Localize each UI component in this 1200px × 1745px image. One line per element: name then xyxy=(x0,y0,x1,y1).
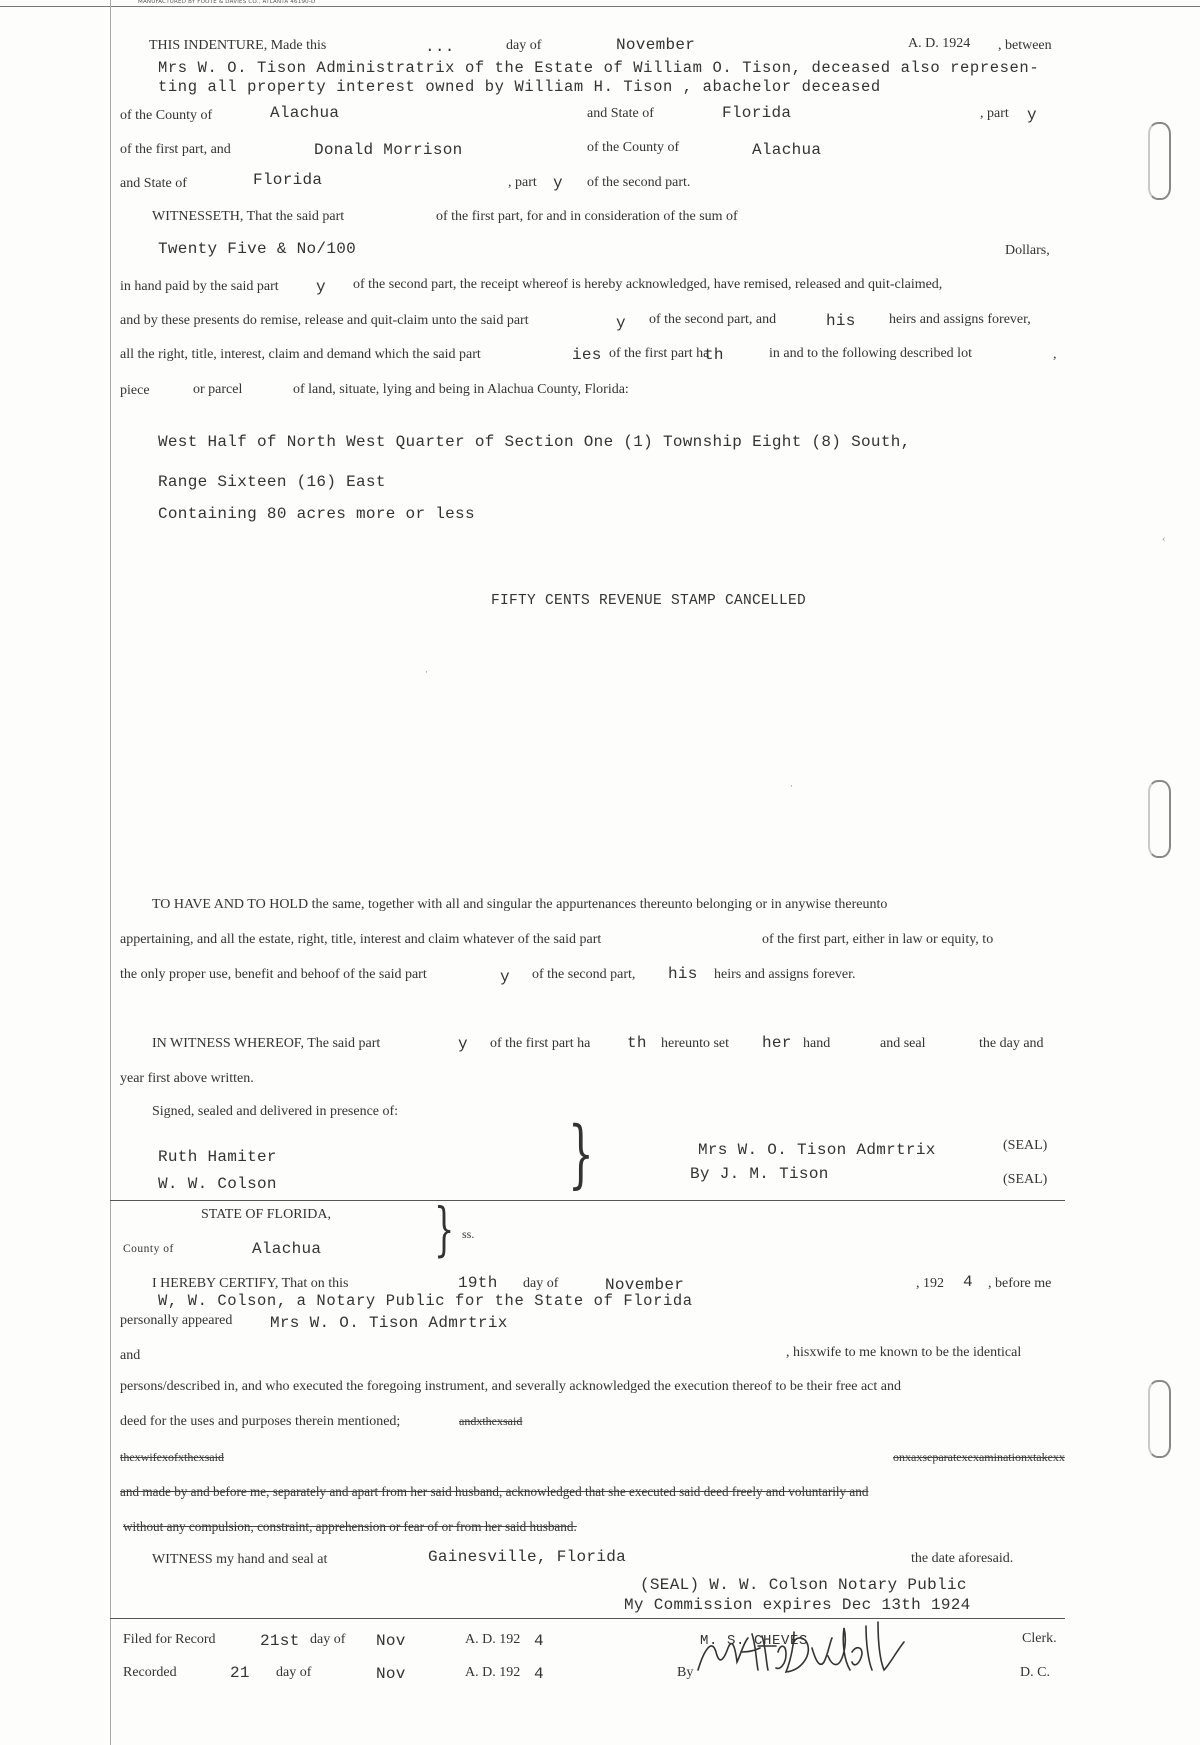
ack-appeared-name: Mrs W. O. Tison Admrtrix xyxy=(270,1314,508,1332)
habendum-line-2a: appertaining, and all the estate, right, title, interest and claim whatever of the said part xyxy=(120,932,602,947)
grantor-county: Alachua xyxy=(270,104,340,122)
ack-year-digit: 4 xyxy=(963,1273,973,1291)
paper-speck-2: · xyxy=(790,782,793,792)
filed-month: Nov xyxy=(376,1632,406,1650)
ack-county: Alachua xyxy=(252,1240,322,1258)
indenture-year: A. D. 1924 xyxy=(908,36,971,51)
remise-line-a: and by these presents do remise, release and quit-claim unto the said part xyxy=(120,313,529,328)
witness-whereof-c: hereunto set xyxy=(661,1036,730,1051)
ack-known: , hisxwife to me known to be the identical xyxy=(786,1345,1022,1360)
party-label-2: , part xyxy=(508,175,537,190)
left-margin-rule xyxy=(110,0,111,1745)
habendum-line-3b: of the second part, xyxy=(532,967,636,982)
habendum-line-1: TO HAVE AND TO HOLD the same, together with all and singular the appurtenances thereunto belonging or in anywise thereunto xyxy=(152,897,888,912)
recorded-day: 21 xyxy=(230,1664,250,1682)
witness-whereof-f: the day and xyxy=(979,1036,1044,1051)
grantor-signature-2: By J. M. Tison xyxy=(690,1165,829,1183)
and-state-label: and State of xyxy=(587,106,654,121)
grantee-name: Donald Morrison xyxy=(314,141,463,159)
ack-notary: W, W. Colson, a Notary Public for the State of Florida xyxy=(158,1292,693,1310)
witness-signature-1: Ruth Hamiter xyxy=(158,1148,277,1166)
filed-day-of: day of xyxy=(310,1632,346,1647)
ack-brace: } xyxy=(434,1195,455,1263)
habendum-line-3his: his xyxy=(668,965,698,983)
margin-mark: ‹ xyxy=(1162,535,1166,545)
ack-persons: persons/described in, and who executed the foregoing instrument, and severally acknowledged the execution thereof to be their free act and xyxy=(120,1379,901,1394)
right-line-th: th xyxy=(704,346,724,364)
ack-struck-1: andxthexsaid xyxy=(459,1414,523,1428)
indenture-day-of: day of xyxy=(506,38,542,53)
witness-whereof-line2: year first above written. xyxy=(120,1071,254,1086)
ack-and: and xyxy=(120,1348,141,1363)
clerk-label: Clerk. xyxy=(1022,1631,1057,1646)
ack-state: STATE OF FLORIDA, xyxy=(201,1207,331,1222)
recorded-ad: A. D. 192 xyxy=(465,1665,521,1680)
ack-deed-for: deed for the uses and purposes therein mentioned; xyxy=(120,1414,401,1429)
grantor-line-2: ting all property interest owned by William H. Tison , abachelor deceased xyxy=(158,78,881,96)
of-county-label-2: of the County of xyxy=(587,140,680,155)
indenture-intro: THIS INDENTURE, Made this xyxy=(149,38,327,53)
right-line-c: in and to the following described lot xyxy=(769,346,972,361)
indenture-day: ... xyxy=(425,38,455,56)
by-label: By xyxy=(677,1665,694,1680)
punch-hole-top xyxy=(1148,122,1171,200)
second-part-label: of the second part. xyxy=(587,175,691,190)
right-line-ies: ies xyxy=(572,346,602,364)
deputy-clerk-signature xyxy=(690,1612,960,1684)
habendum-line-2b: of the first part, either in law or equity, to xyxy=(762,932,994,947)
ack-before-me: , before me xyxy=(988,1276,1052,1291)
paid-line-a: in hand paid by the said part xyxy=(120,279,279,294)
punch-hole-bottom xyxy=(1148,1380,1171,1458)
and-state-label-2: and State of xyxy=(120,176,187,191)
party-suffix-1: y xyxy=(1027,106,1037,124)
consideration-sum: Twenty Five & No/100 xyxy=(158,240,357,258)
piece-label: piece xyxy=(120,383,150,398)
filed-ad: A. D. 192 xyxy=(465,1632,521,1647)
punch-hole-middle xyxy=(1148,780,1171,858)
indenture-month: November xyxy=(616,36,696,54)
revenue-stamp-note: FIFTY CENTS REVENUE STAMP CANCELLED xyxy=(491,593,807,609)
notary-signature-2: My Commission expires Dec 13th 1924 xyxy=(624,1596,971,1614)
legal-description-2: Range Sixteen (16) East xyxy=(158,473,386,491)
acknowledgment-divider xyxy=(110,1200,1065,1201)
legal-description-3: Containing 80 acres more or less xyxy=(158,505,475,523)
witness-whereof-her: her xyxy=(762,1034,792,1052)
filed-year: 4 xyxy=(534,1632,544,1650)
witness-whereof-y: y xyxy=(458,1035,468,1053)
parcel-label: or parcel xyxy=(193,382,243,397)
ack-day: 19th xyxy=(458,1274,498,1292)
ack-date-aforesaid: the date aforesaid. xyxy=(911,1551,1014,1566)
ack-struck-3: onxaxseparatexexaminationxtakexx xyxy=(893,1450,1065,1464)
ack-place: Gainesville, Florida xyxy=(428,1548,627,1566)
ack-month: November xyxy=(605,1276,685,1294)
ack-witness: WITNESS my hand and seal at xyxy=(152,1552,328,1567)
remise-line-b: of the second part, and xyxy=(649,312,777,327)
grantor-line-1: Mrs W. O. Tison Administratrix of the Estate of William O. Tison, deceased also represen- xyxy=(158,59,1040,77)
witness-whereof-a: IN WITNESS WHEREOF, The said part xyxy=(152,1036,381,1051)
habendum-line-3y: y xyxy=(500,968,510,986)
legal-description-1: West Half of North West Quarter of Section One (1) Township Eight (8) South, xyxy=(158,433,911,451)
seal-label-2: (SEAL) xyxy=(1003,1172,1048,1187)
recorded-year: 4 xyxy=(534,1665,544,1683)
right-line-comma: , xyxy=(1053,347,1057,362)
habendum-line-3a: the only proper use, benefit and behoof of the said part xyxy=(120,967,427,982)
ack-ss: ss. xyxy=(462,1227,475,1241)
top-rule xyxy=(0,6,1200,7)
party-label-1: , part xyxy=(980,106,1009,121)
grantee-state: Florida xyxy=(253,171,323,189)
ack-struck-5: without any compulsion, constraint, apprehension or fear of or from her said husband. xyxy=(123,1519,577,1534)
right-line-b: of the first part ha xyxy=(609,346,710,361)
ack-certify: I HEREBY CERTIFY, That on this xyxy=(152,1276,349,1291)
dollars-label: Dollars, xyxy=(1005,243,1050,258)
ack-day-of: day of xyxy=(523,1276,559,1291)
party-suffix-2: y xyxy=(553,174,563,192)
indenture-between: , between xyxy=(998,38,1052,53)
paid-line-b: of the second part, the receipt whereof is hereby acknowledged, have remised, released and quit-claimed, xyxy=(353,277,943,292)
witness-whereof-b: of the first part ha xyxy=(490,1036,591,1051)
paper-speck-1: · xyxy=(425,668,428,678)
remise-line-y: y xyxy=(616,314,626,332)
witnesseth-a: WITNESSETH, That the said part xyxy=(152,209,345,224)
ack-county-label: County of xyxy=(123,1243,174,1255)
witness-whereof-d: hand xyxy=(803,1036,831,1051)
grantor-signature-1: Mrs W. O. Tison Admrtrix xyxy=(698,1141,936,1159)
ack-struck-4: and made by and before me, separately and apart from her said husband, acknowledged that she executed said deed freely and voluntarily and xyxy=(120,1484,869,1499)
dc-label: D. C. xyxy=(1020,1665,1050,1680)
recorded-month: Nov xyxy=(376,1665,406,1683)
first-part-and: of the first part, and xyxy=(120,142,231,157)
witness-brace: } xyxy=(568,1111,594,1197)
ack-year-prefix: , 192 xyxy=(916,1276,944,1291)
filed-label: Filed for Record xyxy=(123,1632,216,1647)
paid-line-y: y xyxy=(316,278,326,296)
filed-day: 21st xyxy=(260,1632,300,1650)
habendum-line-3c: heirs and assigns forever. xyxy=(714,967,856,982)
clerk-name: M. S. CHEVES xyxy=(700,1633,809,1649)
ack-personally: personally appeared xyxy=(120,1313,233,1328)
printer-imprint: MANUFACTURED BY FOOTE & DAVIES CO., ATLANTA 46190-D xyxy=(138,0,316,5)
grantee-county: Alachua xyxy=(752,141,822,159)
remise-line-c: heirs and assigns forever, xyxy=(889,312,1031,327)
remise-line-his: his xyxy=(826,312,856,330)
recorded-day-of: day of xyxy=(276,1665,312,1680)
witness-signature-2: W. W. Colson xyxy=(158,1175,277,1193)
notary-signature-1: (SEAL) W. W. Colson Notary Public xyxy=(640,1576,967,1594)
witness-whereof-th: th xyxy=(627,1034,647,1052)
witness-whereof-e: and seal xyxy=(880,1036,926,1051)
ack-struck-2: thexwifexofxthexsaid xyxy=(120,1450,224,1464)
recorded-label: Recorded xyxy=(123,1665,177,1680)
of-county-label: of the County of xyxy=(120,108,213,123)
signed-sealed-label: Signed, sealed and delivered in presence of: xyxy=(152,1104,399,1119)
land-situate-label: of land, situate, lying and being in Alachua County, Florida: xyxy=(293,382,629,397)
seal-label-1: (SEAL) xyxy=(1003,1138,1048,1153)
witnesseth-b: of the first part, for and in consideration of the sum of xyxy=(436,209,738,224)
grantor-state: Florida xyxy=(722,104,792,122)
right-line-a: all the right, title, interest, claim and demand which the said part xyxy=(120,347,481,362)
